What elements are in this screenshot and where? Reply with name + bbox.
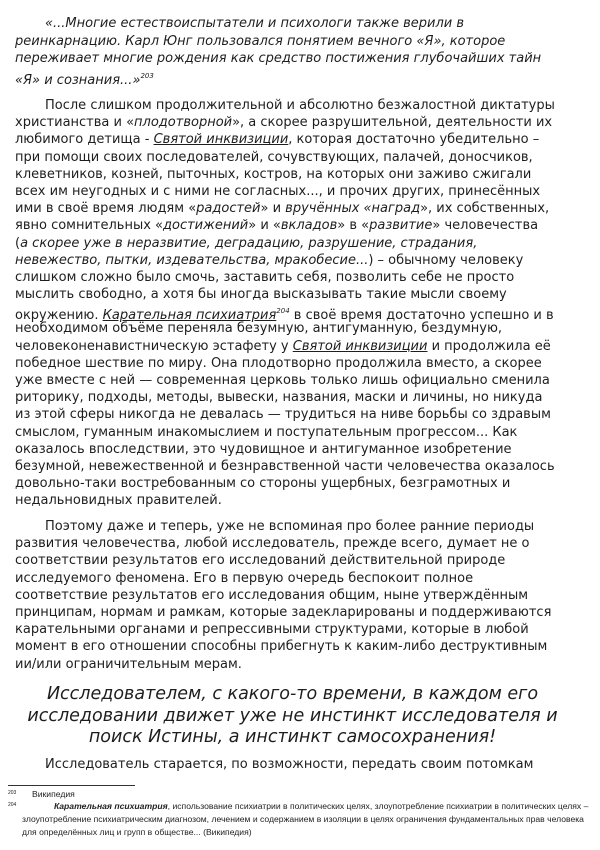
text-line (15, 166, 590, 183)
text-segment: христианства и « (15, 115, 135, 131)
text-segment: плодотворной (134, 115, 233, 131)
text-segment: «Я» и сознания...» (15, 72, 141, 88)
text-line (15, 149, 590, 166)
paragraph-researcher (15, 518, 590, 673)
text-line (15, 183, 590, 200)
text-line (15, 621, 590, 638)
text-line (15, 604, 590, 621)
text-line (15, 235, 590, 252)
text-segment: при помощи своих последователей, сочувствующих, палачей, доносчиков, (15, 149, 533, 165)
text-segment: ) – обычному человеку (368, 252, 524, 268)
text-line (15, 587, 590, 604)
text-line (15, 458, 590, 475)
text-segment: клеветников, козней, пыточных, костров, на которых они заживо сжигали (15, 166, 532, 182)
text-line (15, 15, 590, 33)
text-segment: » и « (248, 218, 281, 234)
text-segment: момент в его отношении способны прибегнуть к каким-либо деструктивным (15, 639, 548, 655)
text-line (15, 217, 590, 234)
footnote-text: Википедия (32, 789, 75, 799)
text-line (15, 200, 590, 217)
text-segment: недальновидных правителей. (15, 493, 222, 509)
text-segment: победное шествие по миру. Она плодотворно продолжила вместо, а скорее (15, 355, 542, 371)
text-segment: вкладов (280, 218, 338, 234)
text-segment: оказалось впоследствии, это чудовищное и антигуманное изобретение (15, 441, 512, 457)
text-segment: ( (15, 235, 21, 251)
text-segment: риторику, подходы, методы, вывески, названия, маски и личины, но никуда (15, 390, 543, 406)
text-segment: безумной, невежественной и безнравственной части человечества оказалось (15, 458, 555, 474)
text-line (15, 68, 590, 86)
text-segment: Поэтому даже и теперь, уже не вспоминая про более ранние периоды (45, 519, 535, 534)
text-segment: радостей (196, 201, 261, 217)
text-segment: ими в своё время людям « (15, 201, 197, 217)
text-line (15, 492, 590, 509)
text-line (15, 372, 590, 389)
text-segment: исследовании движет уже не инстинкт исследователя и (27, 705, 558, 726)
text-segment: любимого детища - (15, 132, 154, 148)
text-segment: всех им неугодных и с ними не согласных..., и прочих других, принесённых (15, 183, 541, 199)
footnote-number: 204 (8, 802, 17, 808)
text-segment: , которая достаточно убедительно – (288, 132, 540, 148)
text-segment: ии/или ограничительным мерам. (15, 656, 242, 672)
text-segment: После слишком продолжительной и абсолютно безжалостной диктатуры (45, 98, 555, 113)
text-segment: поиск Истины, а инстинкт самосохранения! (88, 727, 497, 747)
text-segment: довольно-таки востребованным со стороны ущербных, безграмотных и (15, 476, 511, 492)
text-line (15, 303, 590, 324)
text-segment: из этой сферы никогда не девалась — трудиться на ниве борьбы со здравым (15, 407, 551, 423)
text-line (15, 441, 590, 458)
text-segment: исследуемого феномена. Его в первую очередь беспокоит полное (15, 570, 474, 586)
footnote-203 (8, 788, 593, 801)
text-segment: развития человечества, любой исследователь, прежде всего, думает не о (15, 536, 530, 552)
text-segment: смыслом, гуманным инакомыслием и поступательным прогрессом... Как (15, 424, 518, 440)
text-segment: Исследователь старается, по возможности, передать своим потомкам (45, 757, 534, 772)
text-segment: слишком сложно было смочь, заставить себя, позволить себе не просто (15, 269, 515, 285)
text-line (15, 475, 590, 492)
link-text[interactable]: Святой инквизиции (292, 338, 428, 354)
text-line (15, 338, 590, 355)
text-segment: соответствии результатов его исследований действительной природе (15, 553, 506, 569)
text-line (20, 727, 565, 749)
text-line (15, 50, 590, 68)
text-line (15, 33, 590, 51)
text-segment: «...Многие естествоиспытатели и психологи также верили в (45, 16, 465, 31)
footnote-text: , использование психиатрии в политических целях, злоупотребление психиатрии в политических целях – злоупотребление психиатрическим диагнозом, лечением и содержанием в изоляции в целях ограничения фундаментальных прав человека для определённых лиц и групп в обществе... (Википедия) (22, 801, 589, 837)
text-segment: » человечества (432, 218, 539, 234)
link-text[interactable]: Карательная психиатрия (102, 308, 277, 324)
text-segment: окружению. (15, 308, 103, 324)
text-line (15, 518, 590, 535)
text-segment: уже вместе с ней — современная церковь только лишь официально сменила (15, 373, 550, 388)
emphasis-statement (20, 684, 565, 749)
text-line (20, 706, 565, 728)
text-segment: вручённых «наград (285, 201, 421, 217)
text-segment: необходимом объёме переняла безумную, антигуманную, бездумную, (15, 321, 503, 337)
text-line (15, 269, 590, 286)
footnote-term: Карательная психиатрия (54, 801, 168, 811)
text-segment: невежество, пытки, издевательства, мракобесие... (15, 252, 369, 268)
text-segment: » и (260, 201, 286, 217)
link-text[interactable]: Святой инквизиции (153, 132, 289, 148)
footnote-204 (8, 800, 593, 838)
text-segment: в своё время достаточно успешно и в (289, 308, 554, 324)
text-line (15, 252, 590, 269)
text-segment: явно сомнительных « (15, 218, 164, 234)
text-segment: карательными органами и репрессивными структурами, которые в любой (15, 622, 529, 638)
text-line (15, 552, 590, 569)
text-segment: а скорее уже в неразвитие, деградацию, разрушение, страдания, (20, 235, 478, 251)
text-segment: человеконенавистническую эстафету у (15, 338, 293, 354)
footnote-reference[interactable]: 203 (140, 71, 154, 80)
text-line (15, 535, 590, 552)
footnote-number: 203 (8, 790, 17, 796)
text-line (15, 638, 590, 655)
footnote-divider (8, 785, 135, 786)
text-segment: », а скорее разрушительной, деятельности их (232, 115, 553, 131)
text-line (15, 355, 590, 372)
text-line (15, 570, 590, 587)
text-line (15, 756, 590, 773)
text-segment: » в « (337, 218, 370, 234)
text-segment: мыслить свободно, а хотя бы иногда высказывать такие мысли своему (15, 287, 507, 303)
text-segment: развитие (369, 218, 433, 234)
text-segment: достижений (163, 218, 249, 234)
text-line (15, 286, 590, 303)
text-segment: переживает многие рождения как средство постижения глубочайших тайн (15, 51, 542, 67)
text-segment: », их собственных, (420, 201, 550, 217)
text-segment: принципам, нормам и рамкам, которые задекларированы и поддерживаются (15, 604, 552, 620)
paragraph-continuation (15, 756, 590, 773)
text-segment: реинкарнацию. Карл Юнг пользовался понятием вечного «Я», которое (15, 33, 506, 49)
text-line (15, 656, 590, 673)
text-line (15, 114, 590, 131)
text-line (15, 424, 590, 441)
epigraph-quote (15, 15, 590, 88)
text-line (15, 97, 590, 114)
footnote-reference[interactable]: 204 (276, 307, 290, 316)
text-line (15, 389, 590, 406)
text-line (15, 131, 590, 148)
text-segment: и продолжила её (427, 338, 551, 354)
text-segment: Исследователем, с какого-то времени, в каждом его (46, 684, 539, 704)
text-line (20, 684, 565, 706)
paragraph-inquisition (15, 97, 590, 510)
text-line (15, 406, 590, 423)
text-segment: соответствие результатов его исследования общим, ныне утверждённым (15, 587, 529, 603)
